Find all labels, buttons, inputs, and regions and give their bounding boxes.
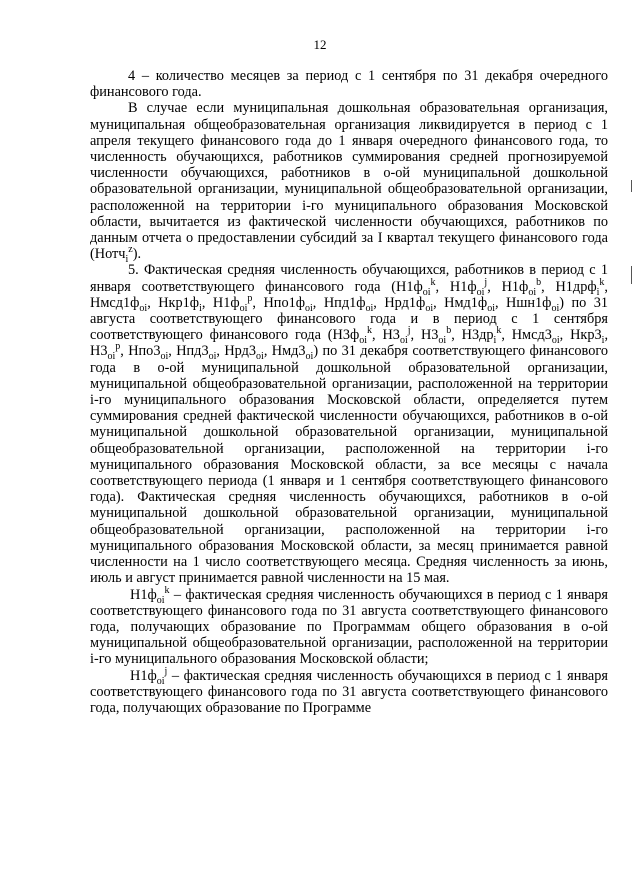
definition-h1f-j-text: – фактическая средняя численность обучающихся в период с 1 января соответствующего финансового года по 31 августа соответствующего финансового года, получающих образование по Программе <box>90 667 608 716</box>
paragraph-3-text: 5. Фактическая средняя численность обучающихся, работников в период с 1 января соответствующего финансового года (Н1ф <box>90 262 608 295</box>
definition-h1f-k-text: – фактическая средняя численность обучающихся в период с 1 января соответствующего финансового года по 31 августа соответствующего финансового года, получающих образование по Программам общего образования в о-ой муниципальной общеобразовательной организации, расположенной на территории i-го муниципального образования Московской области; <box>90 586 608 668</box>
paragraph-1: 4 – количество месяцев за период с 1 сентября по 31 декабря очередного финансового года. <box>90 68 608 101</box>
definition-h1f-k: $Н1ф_{oi}^k$ – фактическая средняя численность обучающихся в период с 1 января соответствующего финансового года по 31 августа соответствующего финансового года, получающих образование по Программам общего образования в о-ой муниципальной общеобразовательной организации, расположенной на территории i-го муниципального образования Московской области; <box>90 584 608 668</box>
page-body <box>90 68 608 716</box>
paragraph-3: 5. Фактическая средняя численность обучающихся, работников в период с 1 января соответствующего финансового года ($Н1ф_{oi}^k$, $Н1ф_{oi}^j$, $Н1ф_{oi}^b$, Н1дрф$_i^k$, $Нмсд1ф_{oi}$, $Нкр1ф_i$, $Н1ф_{oi}^p$, $Нпо1ф_{oi}$, $Нпд1ф_{oi}$, $Нрд1ф_{oi}$, $Нмд1ф_{oi}$, $Ншн1ф_{oi}$) по 31 августа соответствующего финансового года и в период с 1 сентября соответствующего финансового года ($Н3ф_{oi}^k$, $Н3_{oi}^j$, $Н3_{oi}^b$, $Н3др_i^k$, $Нмсд3_{oi}$, $Нкр3_i$, $Н3_{oi}^p$, $Нпо3_{oi}$, $Нпд3_{oi}$, $Нрд3_{oi}$, $Нмд3_{oi}$) по 31 декабря соответствующего финансового года в о-ой муниципальной дошкольной образовательной организации, муниципальной общеобразовательной организации, расположенной на территории i-го муниципального образования Московской области, определяется путем суммирования средней фактической численности обучающихся, работников в о-ой муниципальной дошкольной образовательной организации, муниципальной общеобразовательной организации, расположенной на территории i-го муниципального образования Московской области, за все месяцы с начала соответствующего периода (1 января и 1 сентября соответствующего финансового года). Фактическая средняя численность обучающихся, работников в о-ой муниципальной дошкольной образовательной организации, муниципальной общеобразовательной организации, расположенной на территории i-го муниципального образования Московской области, за месяц принимается равной численности на 1 число соответствующего месяца. Средняя численность за июнь, июль и август принимается равной численности на 15 мая. <box>90 262 609 587</box>
paragraph-2-text: В случае если муниципальная дошкольная образовательная организация, муниципальная общеобразовательная организация ликвидируется в период с 1 апреля текущего финансового года до 1 января очередного финансового года, то численность обучающихся, работников суммирования средней прогнозируемой численности обучающихся, работников в о-ой муниципальной дошкольной образовательной организации, муниципальной общеобразовательной организации, расположенной на территории i-го муниципального образования Московской области, вычитается из фактической численности обучающихся, работников по данным отчета о предоставлении субсидий за I квартал текущего финансового года (Нотч <box>90 100 608 263</box>
page-number: 12 <box>313 37 327 52</box>
margin-mark <box>631 180 632 192</box>
definition-h1f-j: $Н1ф_{oi}^j$ – фактическая средняя численность обучающихся в период с 1 января соответствующего финансового года по 31 августа соответствующего финансового года, получающих образование по Программе <box>90 665 608 716</box>
margin-mark <box>631 266 632 284</box>
paragraph-3-rest: по 31 декабря соответствующего финансового года в о-ой муниципальной дошкольной образовательной организации, муниципальной общеобразовательной организации, расположенной на территории i-го муниципального образования Московской области, определяется путем суммирования средней фактической численности обучающихся, работников в о-ой муниципальной дошкольной образовательной организации, муниципальной общеобразовательной организации, расположенной на территории i-го муниципального образования Московской области, за все месяцы с начала соответствующего периода (1 января и 1 сентября соответствующего финансового года). Фактическая средняя численность обучающихся, работников в о-ой муниципальной дошкольной образовательной организации, муниципальной общеобразовательной организации, расположенной на территории i-го муниципального образования Московской области, за месяц принимается равной численности на 1 число соответствующего месяца. Средняя численность за июнь, июль и август принимается равной численности на 15 мая. <box>90 343 609 587</box>
paragraph-2: В случае если муниципальная дошкольная образовательная организация, муниципальная общеобразовательная организация ликвидируется в период с 1 апреля текущего финансового года до 1 января очередного финансового года, то численность обучающихся, работников суммирования средней прогнозируемой численности обучающихся, работников в о-ой муниципальной дошкольной образовательной организации, муниципальной общеобразовательной организации, расположенной на территории i-го муниципального образования Московской области, вычитается из фактической численности обучающихся, работников по данным отчета о предоставлении субсидий за I квартал текущего финансового года (Нотч$_i^z$). <box>90 100 608 266</box>
